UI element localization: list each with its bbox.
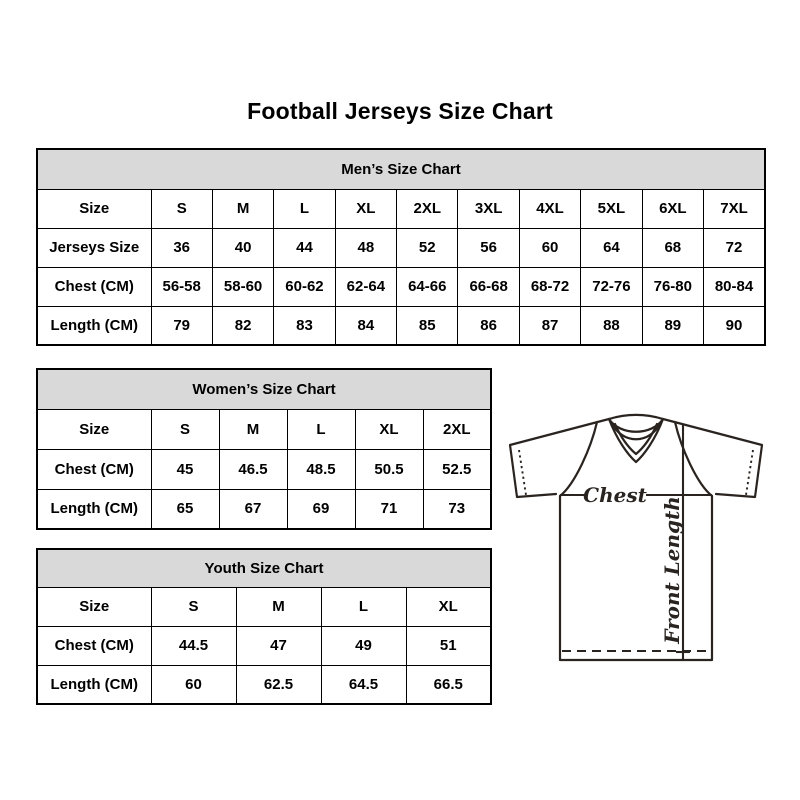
- table-cell: Length (CM): [37, 665, 151, 704]
- table-cell: Length (CM): [37, 489, 151, 529]
- table-cell: 47: [236, 626, 321, 665]
- table-row: [37, 587, 491, 626]
- table-row: [37, 665, 491, 704]
- front-length-label: Front Length: [660, 496, 684, 644]
- table-cell: 46.5: [219, 449, 287, 489]
- table-cell: 62.5: [236, 665, 321, 704]
- table-cell: 56-58: [151, 267, 212, 306]
- table-cell: 60: [519, 228, 580, 267]
- table-row: [37, 409, 491, 449]
- table-cell: 76-80: [642, 267, 703, 306]
- table-cell: 65: [151, 489, 219, 529]
- womens-size-table: [36, 368, 492, 530]
- table-cell: 2XL: [423, 409, 491, 449]
- jersey-illustration: [498, 398, 770, 670]
- page-title: Football Jerseys Size Chart: [247, 98, 553, 124]
- table-cell: 66.5: [406, 665, 491, 704]
- table-header-row: [37, 149, 765, 189]
- table-cell: Size: [37, 409, 151, 449]
- table-cell: Jerseys Size: [37, 228, 151, 267]
- table-cell: 83: [274, 306, 335, 345]
- mens-size-table: [36, 148, 766, 346]
- table-cell: 6XL: [642, 189, 703, 228]
- table-cell: 44.5: [151, 626, 236, 665]
- table-cell: 52.5: [423, 449, 491, 489]
- youth-table-title: Youth Size Chart: [37, 549, 491, 587]
- table-cell: 80-84: [704, 267, 765, 306]
- table-cell: 60: [151, 665, 236, 704]
- table-cell: 82: [212, 306, 273, 345]
- table-cell: 62-64: [335, 267, 396, 306]
- table-cell: 4XL: [519, 189, 580, 228]
- table-header-row: [37, 549, 491, 587]
- right-cuff-stitch-line: [746, 450, 753, 495]
- table-cell: M: [212, 189, 273, 228]
- table-cell: 48.5: [287, 449, 355, 489]
- table-cell: L: [287, 409, 355, 449]
- table-cell: 66-68: [458, 267, 519, 306]
- table-cell: L: [274, 189, 335, 228]
- table-cell: Length (CM): [37, 306, 151, 345]
- table-cell: Size: [37, 189, 151, 228]
- table-cell: S: [151, 189, 212, 228]
- table-cell: 40: [212, 228, 273, 267]
- jersey-collar: [609, 415, 663, 419]
- table-cell: 67: [219, 489, 287, 529]
- table-cell: 64: [581, 228, 642, 267]
- table-row: [37, 306, 765, 345]
- table-cell: 58-60: [212, 267, 273, 306]
- left-cuff-stitch-line: [519, 450, 526, 495]
- table-cell: 5XL: [581, 189, 642, 228]
- table-cell: L: [321, 587, 406, 626]
- table-cell: 49: [321, 626, 406, 665]
- jersey-body-outline: [560, 496, 712, 660]
- table-row: [37, 489, 491, 529]
- table-cell: S: [151, 587, 236, 626]
- table-cell: 68-72: [519, 267, 580, 306]
- table-cell: 44: [274, 228, 335, 267]
- table-cell: 64-66: [397, 267, 458, 306]
- table-cell: 2XL: [397, 189, 458, 228]
- table-cell: 7XL: [704, 189, 765, 228]
- womens-table-title: Women’s Size Chart: [37, 369, 491, 409]
- jersey-right-armhole: [675, 422, 712, 496]
- table-cell: 60-62: [274, 267, 335, 306]
- table-cell: 56: [458, 228, 519, 267]
- table-cell: Chest (CM): [37, 267, 151, 306]
- table-cell: XL: [406, 587, 491, 626]
- jersey-diagram: [498, 398, 770, 670]
- table-cell: XL: [355, 409, 423, 449]
- mens-table-title: Men’s Size Chart: [37, 149, 765, 189]
- table-cell: 50.5: [355, 449, 423, 489]
- table-cell: 85: [397, 306, 458, 345]
- table-cell: 86: [458, 306, 519, 345]
- table-cell: 68: [642, 228, 703, 267]
- chest-label: Chest: [583, 483, 647, 507]
- table-cell: Chest (CM): [37, 626, 151, 665]
- table-row: [37, 449, 491, 489]
- table-row: [37, 228, 765, 267]
- table-cell: 69: [287, 489, 355, 529]
- youth-size-table: [36, 548, 492, 705]
- table-cell: M: [236, 587, 321, 626]
- table-row: [37, 626, 491, 665]
- table-cell: S: [151, 409, 219, 449]
- table-cell: 79: [151, 306, 212, 345]
- table-cell: 73: [423, 489, 491, 529]
- table-cell: 87: [519, 306, 580, 345]
- table-header-row: [37, 369, 491, 409]
- table-cell: 72-76: [581, 267, 642, 306]
- table-cell: XL: [335, 189, 396, 228]
- jersey-vneck-outer: [609, 419, 663, 462]
- table-cell: 45: [151, 449, 219, 489]
- table-cell: 72: [704, 228, 765, 267]
- table-cell: Size: [37, 587, 151, 626]
- table-cell: 88: [581, 306, 642, 345]
- table-cell: Chest (CM): [37, 449, 151, 489]
- table-cell: 52: [397, 228, 458, 267]
- table-row: [37, 189, 765, 228]
- table-cell: 51: [406, 626, 491, 665]
- table-cell: 48: [335, 228, 396, 267]
- table-cell: 64.5: [321, 665, 406, 704]
- table-cell: 36: [151, 228, 212, 267]
- table-cell: M: [219, 409, 287, 449]
- table-cell: 71: [355, 489, 423, 529]
- table-cell: 3XL: [458, 189, 519, 228]
- table-cell: 89: [642, 306, 703, 345]
- table-cell: 90: [704, 306, 765, 345]
- table-row: [37, 267, 765, 306]
- table-cell: 84: [335, 306, 396, 345]
